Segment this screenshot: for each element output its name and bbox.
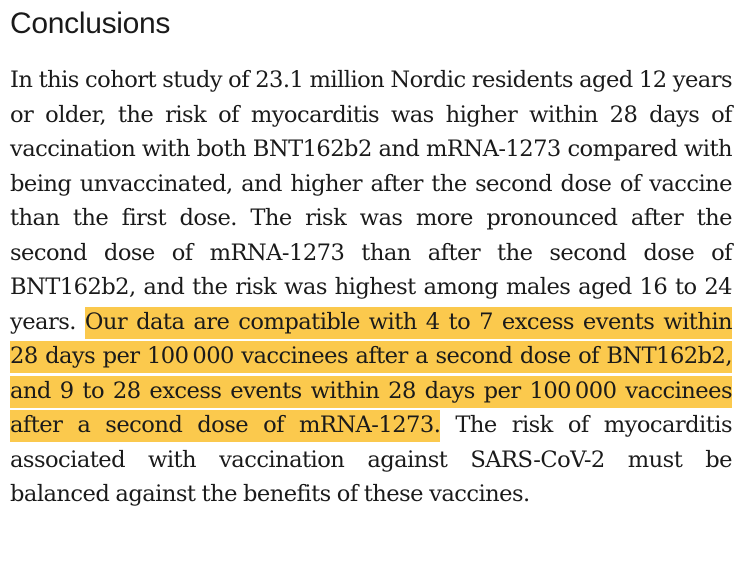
highlighted-passage[interactable]: Our data are compatible with 4 to 7 excess events within 28 days per 100 000 vaccinees after a second dose of BNT162b2, and 9 to 28 excess events within 28 days per 100 000 vaccinees after a second dose of mRNA-1273. bbox=[10, 307, 732, 443]
section-heading: Conclusions bbox=[10, 7, 171, 40]
conclusions-paragraph bbox=[10, 63, 732, 512]
conclusions-section bbox=[10, 0, 732, 512]
paragraph-text-before-highlight: In this cohort study of 23.1 million Nordic residents aged 12 years or older, the risk of myocarditis was higher within 28 days of vaccination with both BNT162b2 and mRNA-1273 compared with being unvaccinated, and higher after the second dose of vaccine than the first dose. The risk was more pronounced after the second dose of mRNA-1273 than after the second dose of BNT162b2, and the risk was highest among males aged 16 to 24 years. bbox=[10, 67, 732, 335]
paragraph-text-after-highlight: The risk of myocarditis associated with vaccination against SARS-CoV-2 must be balanced against the benefits of these vaccines. bbox=[10, 412, 732, 507]
